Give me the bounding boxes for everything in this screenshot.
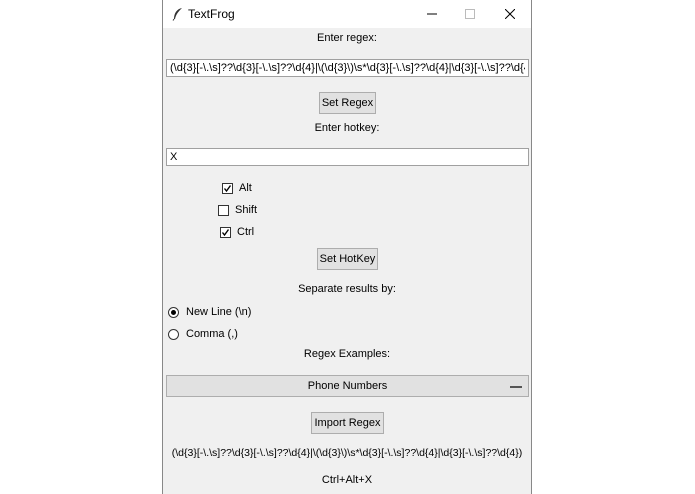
checkbox-box[interactable] — [222, 183, 233, 194]
minimize-icon — [427, 9, 437, 19]
ctrl-checkbox[interactable] — [220, 226, 254, 238]
radio-label: New Line (\n) — [186, 306, 252, 318]
checkbox-box[interactable] — [220, 227, 231, 238]
checkbox-label: Ctrl — [237, 226, 255, 238]
separator-label: Separate results by: — [298, 283, 396, 295]
checkmark-icon — [223, 184, 232, 193]
radio-button[interactable] — [168, 329, 179, 340]
current-regex-display: (\d{3}[-\.\s]??\d{3}[-\.\s]??\d{4}|\(\d{3}\)\s*\d{3}[-\.\s]??\d{4}|\d{3}[-\.\s]??\d{4}) — [171, 447, 523, 459]
checkbox-box[interactable] — [218, 205, 229, 216]
dropdown-indicator-icon — [510, 386, 522, 388]
checkmark-icon — [221, 228, 230, 237]
checkbox-label: Alt — [239, 182, 252, 194]
regex-examples-dropdown[interactable] — [166, 375, 529, 397]
newline-radio[interactable] — [168, 306, 251, 318]
window-title: TextFrog — [188, 7, 235, 21]
examples-label: Regex Examples: — [303, 348, 391, 360]
set-regex-button[interactable]: Set Regex — [319, 92, 376, 114]
set-hotkey-button[interactable]: Set HotKey — [317, 248, 378, 270]
title-bar[interactable] — [163, 0, 531, 28]
radio-label: Comma (,) — [186, 328, 238, 340]
shift-checkbox[interactable] — [218, 204, 257, 216]
hotkey-label: Enter hotkey: — [314, 122, 380, 134]
dropdown-selected-value: Phone Numbers — [307, 380, 388, 392]
import-regex-button[interactable]: Import Regex — [311, 412, 384, 434]
alt-checkbox[interactable] — [222, 182, 252, 194]
maximize-icon — [465, 9, 475, 19]
app-window — [162, 0, 532, 494]
comma-radio[interactable] — [168, 328, 238, 340]
regex-label: Enter regex: — [317, 32, 377, 44]
feather-icon — [172, 7, 184, 21]
current-hotkey-display: Ctrl+Alt+X — [321, 474, 373, 486]
radio-button[interactable] — [168, 307, 179, 318]
checkbox-label: Shift — [235, 204, 258, 216]
regex-input[interactable] — [166, 59, 529, 77]
hotkey-input[interactable] — [166, 148, 529, 166]
close-icon — [505, 9, 515, 19]
close-button[interactable] — [487, 0, 533, 28]
